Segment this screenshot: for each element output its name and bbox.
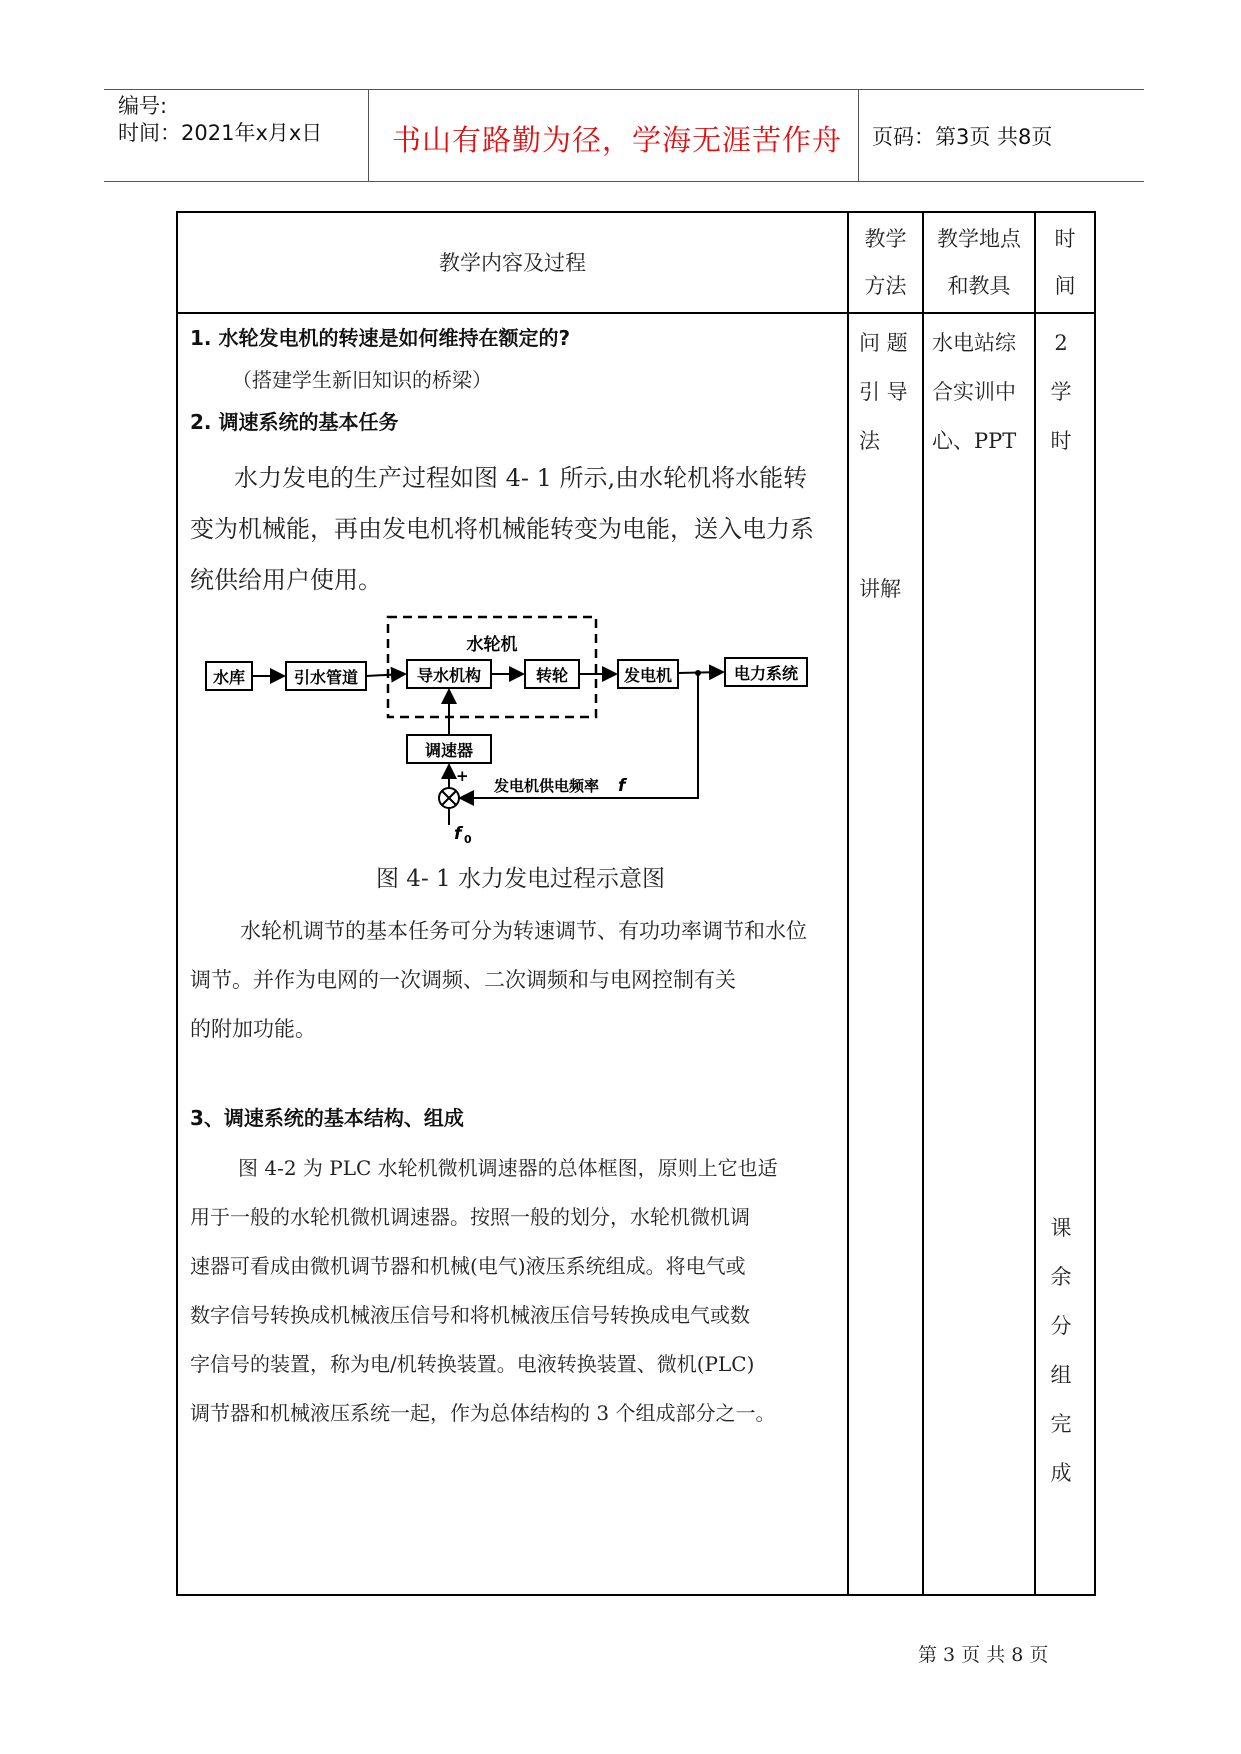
question-1: 1. 水轮发电机的转速是如何维持在额定的? <box>190 326 571 350</box>
header-divider-left <box>368 89 369 181</box>
table-col-divider-1 <box>847 211 849 1596</box>
place-line-3: 心、PPT <box>932 429 1017 453</box>
time-bottom-0: 课 <box>1050 1216 1072 1240</box>
serial-label: 编号: <box>118 94 168 118</box>
time-bottom-1: 余 <box>1050 1265 1072 1289</box>
plus-sign: + <box>456 767 469 785</box>
table-col-divider-3 <box>1034 211 1036 1596</box>
runner-label: 转轮 <box>535 666 569 685</box>
paragraph-2-line-1: 水轮机调节的基本任务可分为转速调节、有功功率调节和水位 <box>240 919 807 943</box>
question-2: 2. 调速系统的基本任务 <box>190 410 399 434</box>
header-place-1: 教学地点 <box>937 227 1021 251</box>
time-bottom-5: 成 <box>1050 1461 1072 1485</box>
governor-label: 调速器 <box>424 741 474 760</box>
time-label: 时间：2021年x月x日 <box>118 121 323 145</box>
method-line-2: 引 导 <box>859 380 908 404</box>
turbine-label: 水轮机 <box>466 635 518 655</box>
page-label: 页码：第3页 共8页 <box>872 125 1053 149</box>
hydro-process-diagram <box>190 605 830 845</box>
paragraph-3-line-1: 图 4-2 为 PLC 水轮机微机调速器的总体框图，原则上它也适 <box>238 1156 778 1180</box>
guide-mechanism-label: 导水机构 <box>416 666 482 685</box>
time-top <box>1041 319 1081 466</box>
place-line-2: 合实训中 <box>932 380 1016 404</box>
time-bottom <box>1041 1204 1081 1498</box>
reference-symbol: f <box>454 824 462 844</box>
method-line-1: 问 题 <box>859 331 908 355</box>
table-top-border <box>176 211 1096 213</box>
table-right-border <box>1094 211 1096 1596</box>
question-1-note: （搭建学生新旧知识的桥梁） <box>232 368 492 392</box>
feedback-label: 发电机供电频率 <box>494 777 600 795</box>
paragraph-2-line-3: 的附加功能。 <box>190 1017 316 1041</box>
time-top-0: 2 <box>1054 331 1068 355</box>
arrow-penstock-guide <box>366 674 405 676</box>
reference-subscript: 0 <box>464 833 472 845</box>
paragraph-1 <box>190 453 814 606</box>
motto: 书山有路勤为径，学海无涯苦作舟 <box>392 123 843 157</box>
paragraph-3-line-5: 字信号的装置，称为电/机转换装置。电液转换装置、微机(PLC) <box>190 1352 755 1376</box>
header-place-2: 和教具 <box>947 274 1011 298</box>
table-header-border <box>176 312 1096 314</box>
figure-caption: 图 4- 1 水力发电过程示意图 <box>376 866 665 892</box>
time-bottom-2: 分 <box>1050 1314 1072 1338</box>
header-divider-right <box>858 89 859 181</box>
footer-page-number: 第 3 页 共 8 页 <box>918 1644 1049 1666</box>
generator-label: 发电机 <box>623 666 673 685</box>
time-bottom-3: 组 <box>1050 1363 1072 1387</box>
paragraph-2-line-2: 调节。并作为电网的一次调频、二次调频和与电网控制有关 <box>190 968 736 992</box>
paragraph-3-line-4: 数字信号转换成机械液压信号和将机械液压信号转换成电气或数 <box>190 1303 750 1327</box>
paragraph-3-line-6: 调节器和机械液压系统一起，作为总体结构的 3 个组成部分之一。 <box>190 1401 776 1425</box>
feedback-symbol: f <box>618 776 626 796</box>
paragraph-3-line-2: 用于一般的水轮机微机调速器。按照一般的划分，水轮机微机调 <box>190 1205 750 1229</box>
header-method-2: 方法 <box>864 274 907 298</box>
question-3: 3、调速系统的基本结构、组成 <box>190 1106 464 1130</box>
time-bottom-4: 完 <box>1050 1412 1072 1436</box>
header-time-2: 间 <box>1054 274 1076 298</box>
paragraph-3 <box>190 1144 778 1438</box>
reservoir-label: 水库 <box>212 668 246 687</box>
paragraph-1-line-2: 变为机械能，再由发电机将机械能转变为电能，送入电力系 <box>190 515 814 543</box>
power-system-label: 电力系统 <box>733 664 799 683</box>
table-bottom-border <box>176 1594 1096 1596</box>
header-top-rule <box>104 89 1144 90</box>
table-left-border <box>176 211 178 1596</box>
table-col-divider-2 <box>922 211 924 1596</box>
penstock-label: 引水管道 <box>293 668 359 687</box>
paragraph-1-line-3: 统供给用户使用。 <box>190 566 382 594</box>
method-line-4: 讲解 <box>859 577 901 601</box>
place-line-1: 水电站综 <box>932 331 1016 355</box>
paragraph-3-line-3: 速器可看成由微机调节器和机械(电气)液压系统组成。将电气或 <box>190 1254 746 1278</box>
time-top-1: 学 <box>1050 380 1072 404</box>
header-time-1: 时 <box>1054 227 1076 251</box>
method-line-3: 法 <box>859 429 880 453</box>
header-content: 教学内容及过程 <box>439 251 586 275</box>
header-bottom-rule <box>104 181 1144 182</box>
paragraph-2 <box>190 907 807 1054</box>
time-top-2: 时 <box>1050 429 1072 453</box>
paragraph-1-line-1: 水力发电的生产过程如图 4- 1 所示,由水轮机将水能转 <box>234 464 808 492</box>
header-method-1: 教学 <box>864 227 907 251</box>
